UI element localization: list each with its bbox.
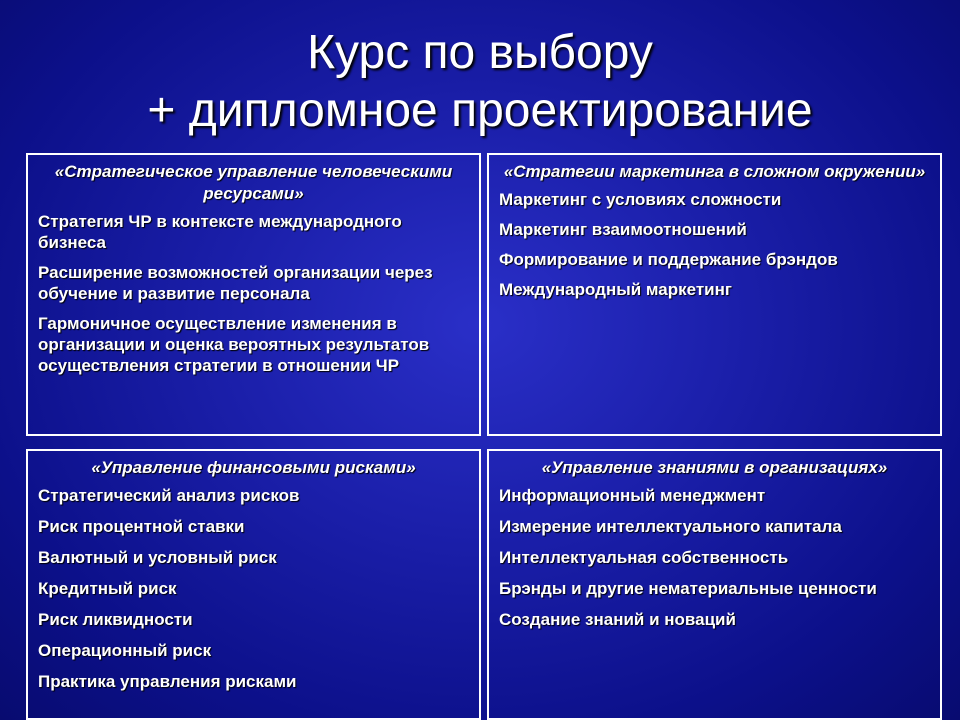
course-topic: Международный маркетинг [499, 280, 732, 299]
course-topic-list [499, 485, 930, 630]
course-heading: «Стратегии маркетинга в сложном окружении» [503, 162, 926, 181]
course-topic: Риск процентной ставки [38, 517, 245, 536]
course-topic: Гармоничное осуществление изменения в организации и оценка вероятных результатов осуществления стратегии в отношении ЧР [38, 314, 430, 375]
course-topic-list [38, 211, 469, 376]
course-box-hr-management [26, 153, 481, 436]
slide-title-line-1: Курс по выбору [307, 26, 653, 79]
course-topic: Расширение возможностей организации через обучение и развитие персонала [38, 263, 433, 303]
course-topic: Измерение интеллектуального капитала [499, 517, 842, 536]
course-topic: Маркетинг с условиях сложности [499, 190, 782, 209]
course-topic: Формирование и поддержание брэндов [499, 250, 838, 269]
course-topic: Брэнды и другие нематериальные ценности [499, 579, 877, 598]
course-topic: Интеллектуальная собственность [499, 548, 789, 567]
course-topic: Кредитный риск [38, 579, 177, 598]
course-topic-list [499, 189, 930, 300]
course-box-financial-risk [26, 449, 481, 720]
course-topic: Создание знаний и новаций [499, 610, 736, 629]
course-heading: «Управление финансовыми рисками» [91, 458, 416, 477]
course-topic: Практика управления рисками [38, 672, 297, 691]
course-topic: Информационный менеджмент [499, 486, 766, 505]
course-topic-list [38, 485, 469, 692]
course-topic: Риск ликвидности [38, 610, 193, 629]
course-heading: «Управление знаниями в организациях» [541, 458, 888, 477]
course-box-marketing-strategies [487, 153, 942, 436]
slide-title [0, 24, 960, 140]
course-topic: Валютный и условный риск [38, 548, 277, 567]
course-topic: Стратегический анализ рисков [38, 486, 300, 505]
course-topic: Операционный риск [38, 641, 212, 660]
course-box-knowledge-management [487, 449, 942, 720]
slide-title-line-2: + дипломное проектирование [147, 84, 813, 137]
course-topic: Стратегия ЧР в контексте международного бизнеса [38, 212, 402, 252]
course-heading: «Стратегическое управление человеческими ресурсами» [54, 162, 453, 203]
course-topic: Маркетинг взаимоотношений [499, 220, 747, 239]
